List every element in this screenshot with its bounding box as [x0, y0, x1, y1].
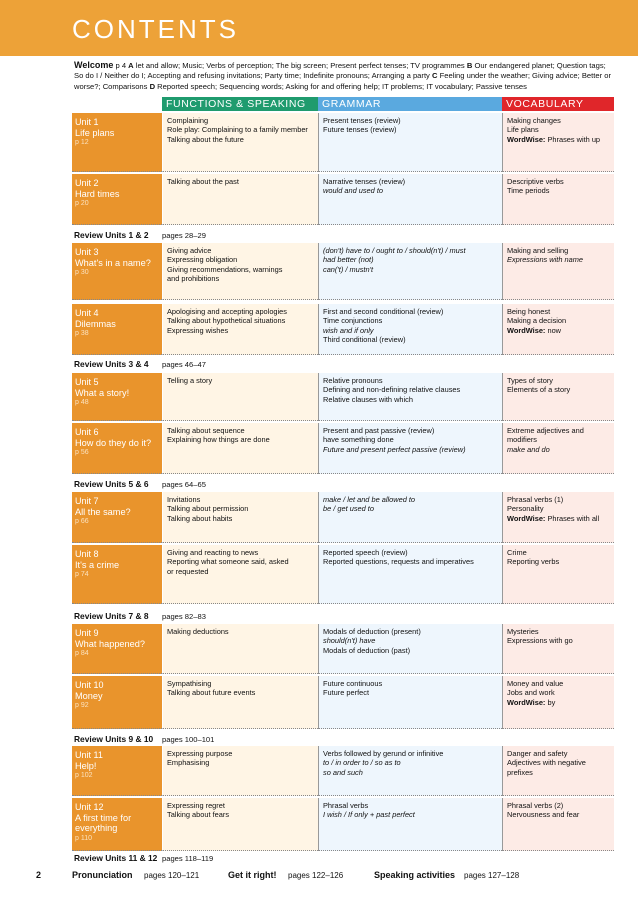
grammar-cell-line: Modals of deduction (present)	[323, 627, 421, 636]
vocabulary-cell-line: Adjectives with negative	[507, 758, 586, 768]
functions-cell	[162, 423, 318, 474]
unit-number: Unit 2	[75, 178, 99, 188]
unit-number: Unit 7	[75, 496, 99, 506]
grammar-cell-line: Verbs followed by gerund or infinitive	[323, 749, 444, 758]
vocabulary-cell-line: Mysteries	[507, 627, 539, 636]
functions-cell-line: Apologising and accepting apologies	[167, 307, 287, 316]
vocabulary-cell	[502, 545, 614, 604]
unit-page: p 30	[75, 269, 89, 276]
review-pages: pages 82–83	[162, 612, 206, 621]
vocabulary-cell-line: prefixes	[507, 767, 533, 777]
unit-row	[72, 373, 614, 421]
review-pages: pages 28–29	[162, 231, 206, 240]
grammar-cell-line: First and second conditional (review)	[323, 307, 444, 316]
grammar-cell-line: Future continuous	[323, 679, 383, 688]
unit-row	[72, 798, 614, 851]
welcome-section-letter: D	[149, 81, 156, 91]
functions-cell	[162, 492, 318, 543]
unit-row	[72, 243, 614, 300]
welcome-section-letter: B	[466, 61, 473, 70]
welcome-section-letter: C	[431, 71, 438, 81]
vocabulary-cell-line: Phrasal verbs (2)	[507, 801, 564, 810]
unit-name: How do they do it?	[75, 437, 152, 448]
unit-number: Unit 5	[75, 377, 99, 387]
vocabulary-cell-line: Extreme adjectives and	[507, 426, 584, 435]
grammar-cell-line: I wish / If only + past perfect	[323, 810, 415, 820]
grammar-cell	[318, 746, 502, 796]
functions-cell-line: and prohibitions	[167, 274, 220, 284]
welcome-section-text: let and allow; Music; Verbs of perception; The big screen; Present perfect tenses; TV programmes	[135, 61, 465, 70]
functions-cell	[162, 304, 318, 355]
vocabulary-cell-line: WordWise: Phrases with up	[507, 134, 601, 144]
unit-name: What's in a name?	[75, 257, 151, 268]
unit-page: p 56	[75, 449, 89, 456]
vocabulary-cell	[502, 492, 614, 543]
functions-cell-line: Talking about sequence	[167, 426, 245, 435]
grammar-cell-line: can('t) / mustn't	[323, 264, 374, 274]
vocabulary-cell	[502, 798, 614, 851]
grammar-cell-line: Reported speech (review)	[323, 548, 408, 557]
unit-label[interactable]	[72, 624, 162, 674]
unit-number: Unit 8	[75, 549, 99, 559]
grammar-cell	[318, 113, 502, 172]
functions-cell	[162, 746, 318, 796]
vocabulary-cell-line: Crime	[507, 548, 527, 557]
unit-label[interactable]	[72, 492, 162, 543]
unit-name: It's a crime	[75, 559, 120, 570]
unit-row	[72, 174, 614, 225]
header-grammar: GRAMMAR	[318, 97, 502, 111]
vocabulary-cell	[502, 373, 614, 421]
footer-speaking-pages: pages 127–128	[464, 871, 520, 880]
unit-label[interactable]	[72, 373, 162, 421]
grammar-cell-line: so and such	[323, 767, 363, 777]
grammar-cell	[318, 423, 502, 474]
unit-number: Unit 1	[75, 117, 99, 127]
grammar-cell-line: should(n't) have	[323, 636, 376, 646]
footer-pronunciation-pages: pages 120–121	[144, 871, 200, 880]
review-row	[74, 230, 206, 240]
functions-cell	[162, 798, 318, 851]
unit-row	[72, 545, 614, 604]
vocabulary-cell-line: WordWise: now	[507, 325, 562, 335]
grammar-cell-line: Third conditional (review)	[323, 335, 406, 345]
grammar-cell	[318, 798, 502, 851]
unit-label[interactable]	[72, 798, 162, 851]
grammar-cell-line: Relative pronouns	[323, 376, 383, 385]
vocabulary-cell-line: Making and selling	[507, 246, 569, 255]
functions-cell	[162, 174, 318, 225]
vocabulary-cell	[502, 676, 614, 729]
unit-page: p 38	[75, 330, 89, 337]
vocabulary-cell-line: Types of story	[507, 376, 554, 385]
unit-page: p 92	[75, 702, 89, 709]
unit-number: Unit 6	[75, 427, 99, 437]
functions-cell-line: Expressing regret	[167, 801, 225, 810]
vocabulary-cell	[502, 304, 614, 355]
functions-cell-line: Invitations	[167, 495, 201, 504]
grammar-cell-line: Modals of deduction (past)	[323, 645, 411, 655]
welcome-section-text: Our endangered planet; Question tags; So do I / Neither do I; Accepting and refusing invitations; Party time; Indefinite pronouns; Arranging a party	[74, 61, 606, 81]
vocabulary-cell	[502, 423, 614, 474]
unit-label[interactable]	[72, 243, 162, 300]
unit-label[interactable]	[72, 545, 162, 604]
grammar-cell-line: have something done	[323, 435, 394, 445]
unit-number: Unit 4	[75, 308, 99, 318]
functions-cell-line: Reporting what someone said, asked	[167, 557, 289, 567]
unit-label[interactable]	[72, 676, 162, 729]
unit-page: p 84	[75, 650, 89, 657]
review-label: Review Units 3 & 4	[74, 359, 149, 369]
unit-row	[72, 492, 614, 543]
vocabulary-cell-line: Personality	[507, 504, 544, 514]
functions-cell-line: Talking about future events	[167, 688, 256, 698]
functions-cell-line: Talking about habits	[167, 513, 233, 523]
functions-cell-line: Complaining	[167, 116, 209, 125]
review-pages: pages 118–119	[162, 854, 214, 863]
unit-row	[72, 746, 614, 796]
grammar-cell-line: (don't) have to / ought to / should(n't) / must	[323, 246, 466, 255]
functions-cell-line: Making deductions	[167, 627, 229, 636]
grammar-cell-line: Future perfect	[323, 688, 370, 698]
functions-cell	[162, 113, 318, 172]
unit-name: Money	[75, 690, 103, 701]
unit-number: Unit 3	[75, 247, 99, 257]
functions-cell-line: Emphasising	[167, 758, 210, 768]
grammar-cell	[318, 373, 502, 421]
functions-cell-line: Expressing purpose	[167, 749, 233, 758]
unit-page: p 12	[75, 139, 89, 146]
welcome-section-text: Feeling under the weather; Giving advice; Better or worse?; Comparisons	[74, 71, 611, 91]
unit-name: What happened?	[75, 638, 145, 649]
review-pages: pages 46–47	[162, 360, 206, 369]
column-headers	[162, 97, 614, 111]
header-vocabulary: VOCABULARY	[502, 97, 614, 111]
page-title: CONTENTS	[72, 14, 239, 44]
functions-cell-line: or requested	[167, 566, 209, 576]
welcome-label: Welcome	[74, 60, 114, 70]
grammar-cell	[318, 304, 502, 355]
review-row	[74, 853, 213, 863]
grammar-cell-line: Relative clauses with which	[323, 394, 413, 404]
functions-cell-line: Giving and reacting to news	[167, 548, 259, 557]
unit-label[interactable]	[72, 423, 162, 474]
vocabulary-cell-line: Time periods	[507, 186, 550, 196]
functions-cell-line: Talking about permission	[167, 504, 249, 514]
vocabulary-cell	[502, 624, 614, 674]
grammar-cell-line: make / let and be allowed to	[323, 495, 416, 504]
vocabulary-cell-line: Making a decision	[507, 316, 567, 326]
unit-page: p 110	[75, 834, 92, 842]
functions-cell-line: Talking about the future	[167, 134, 244, 144]
functions-cell-line: Giving advice	[167, 246, 212, 255]
unit-label[interactable]	[72, 113, 162, 172]
grammar-cell-line: had better (not)	[323, 255, 374, 265]
grammar-cell-line: to / in order to / so as to	[323, 758, 401, 768]
unit-name: Dilemmas	[75, 318, 116, 329]
review-row	[74, 734, 214, 744]
vocabulary-cell-line: WordWise: by	[507, 697, 556, 707]
functions-cell-line: Expressing wishes	[167, 325, 229, 335]
grammar-cell	[318, 243, 502, 300]
vocabulary-cell-line: Being honest	[507, 307, 551, 316]
review-label: Review Units 7 & 8	[74, 611, 149, 621]
review-row	[74, 479, 206, 489]
review-label: Review Units 5 & 6	[74, 479, 149, 489]
unit-row	[72, 676, 614, 729]
vocabulary-cell-line: Descriptive verbs	[507, 177, 564, 186]
grammar-cell-line: Present and past passive (review)	[323, 426, 435, 435]
contents-banner	[0, 0, 638, 56]
unit-row	[72, 113, 614, 172]
unit-page: p 20	[75, 200, 89, 207]
vocabulary-cell-line: Nervousness and fear	[507, 810, 580, 820]
review-label: Review Units 9 & 10	[74, 734, 154, 744]
grammar-cell-line: Future tenses (review)	[323, 125, 397, 135]
footer-get-it-right-pages: pages 122–126	[288, 871, 344, 880]
vocabulary-cell-line: Reporting verbs	[507, 557, 560, 567]
unit-name: Life plans	[75, 127, 115, 138]
vocabulary-cell-line: Jobs and work	[507, 688, 555, 698]
grammar-cell-line: Defining and non-defining relative clauses	[323, 385, 461, 395]
unit-number: Unit 10	[75, 680, 104, 690]
unit-page: p 66	[75, 518, 89, 525]
unit-name: A first time for everything	[75, 812, 132, 833]
unit-label[interactable]	[72, 304, 162, 355]
unit-label[interactable]	[72, 746, 162, 796]
unit-name: Hard times	[75, 188, 120, 199]
functions-cell-line: Sympathising	[167, 679, 212, 688]
unit-row	[72, 304, 614, 355]
unit-page: p 102	[75, 772, 93, 779]
footer-speaking: Speaking activities	[374, 870, 456, 880]
unit-name: Help!	[75, 760, 97, 771]
grammar-cell	[318, 676, 502, 729]
grammar-cell-line: Present tenses (review)	[323, 116, 401, 125]
header-functions: FUNCTIONS & SPEAKING	[162, 97, 318, 111]
functions-cell-line: Role play: Complaining to a family member	[167, 125, 308, 135]
functions-cell-line: Expressing obligation	[167, 255, 238, 265]
functions-cell-line: Giving recommendations, warnings	[167, 264, 283, 274]
grammar-cell-line: Reported questions, requests and imperatives	[323, 557, 474, 567]
review-label: Review Units 11 & 12	[74, 853, 158, 863]
review-pages: pages 64–65	[162, 480, 206, 489]
grammar-cell-line: be / get used to	[323, 504, 374, 514]
welcome-section-text: Reported speech; Sequencing words; Asking for and offering help; IT problems; IT vocabulary; Passive tenses	[157, 81, 527, 91]
vocabulary-cell	[502, 113, 614, 172]
welcome-summary	[74, 60, 614, 92]
grammar-cell-line: Future and present perfect passive (review)	[323, 444, 466, 454]
vocabulary-cell-line: WordWise: Phrases with all	[507, 513, 600, 523]
review-row	[74, 611, 206, 621]
vocabulary-cell-line: make and do	[507, 444, 550, 454]
review-row	[74, 359, 206, 369]
unit-label[interactable]	[72, 174, 162, 225]
unit-row	[72, 624, 614, 674]
unit-page: p 74	[75, 571, 89, 578]
footer-get-it-right: Get it right!	[228, 870, 277, 880]
footer-pronunciation: Pronunciation	[72, 870, 133, 880]
functions-cell	[162, 545, 318, 604]
vocabulary-cell-line: Life plans	[507, 125, 539, 135]
unit-number: Unit 11	[75, 750, 103, 760]
functions-cell-line: Talking about hypothetical situations	[167, 316, 286, 326]
unit-number: Unit 12	[75, 802, 104, 812]
review-label: Review Units 1 & 2	[74, 230, 149, 240]
grammar-cell-line: wish and if only	[323, 325, 374, 335]
unit-name: What a story!	[75, 387, 130, 398]
unit-number: Unit 9	[75, 628, 99, 638]
grammar-cell-line: Narrative tenses (review)	[323, 177, 406, 186]
unit-page: p 48	[75, 399, 89, 406]
functions-cell-line: Talking about fears	[167, 810, 230, 820]
functions-cell	[162, 373, 318, 421]
review-pages: pages 100–101	[162, 735, 215, 744]
vocabulary-cell-line: Expressions with go	[507, 636, 573, 646]
grammar-cell-line: Phrasal verbs	[323, 801, 369, 810]
vocabulary-cell-line: Phrasal verbs (1)	[507, 495, 564, 504]
functions-cell-line: Talking about the past	[167, 177, 239, 186]
grammar-cell	[318, 545, 502, 604]
vocabulary-cell-line: Expressions with name	[507, 255, 583, 265]
grammar-cell-line: would and used to	[323, 186, 383, 196]
unit-name: All the same?	[75, 506, 131, 517]
welcome-section-letter: A	[128, 61, 134, 70]
page-number: 2	[36, 870, 42, 880]
functions-cell-line: Explaining how things are done	[167, 435, 270, 445]
vocabulary-cell-line: Money and value	[507, 679, 564, 688]
grammar-cell-line: Time conjunctions	[323, 316, 383, 326]
vocabulary-cell-line: Elements of a story	[507, 385, 571, 395]
functions-cell	[162, 676, 318, 729]
vocabulary-cell-line: Making changes	[507, 116, 561, 125]
unit-row	[72, 423, 614, 474]
functions-cell	[162, 624, 318, 674]
vocabulary-cell	[502, 174, 614, 225]
functions-cell-line: Telling a story	[167, 376, 213, 385]
functions-cell	[162, 243, 318, 300]
vocabulary-cell-line: Danger and safety	[507, 749, 568, 758]
grammar-cell	[318, 492, 502, 543]
vocabulary-cell	[502, 746, 614, 796]
grammar-cell	[318, 624, 502, 674]
vocabulary-cell-line: modifiers	[507, 435, 537, 445]
grammar-cell	[318, 174, 502, 225]
welcome-page: p 4	[115, 61, 127, 70]
vocabulary-cell	[502, 243, 614, 300]
